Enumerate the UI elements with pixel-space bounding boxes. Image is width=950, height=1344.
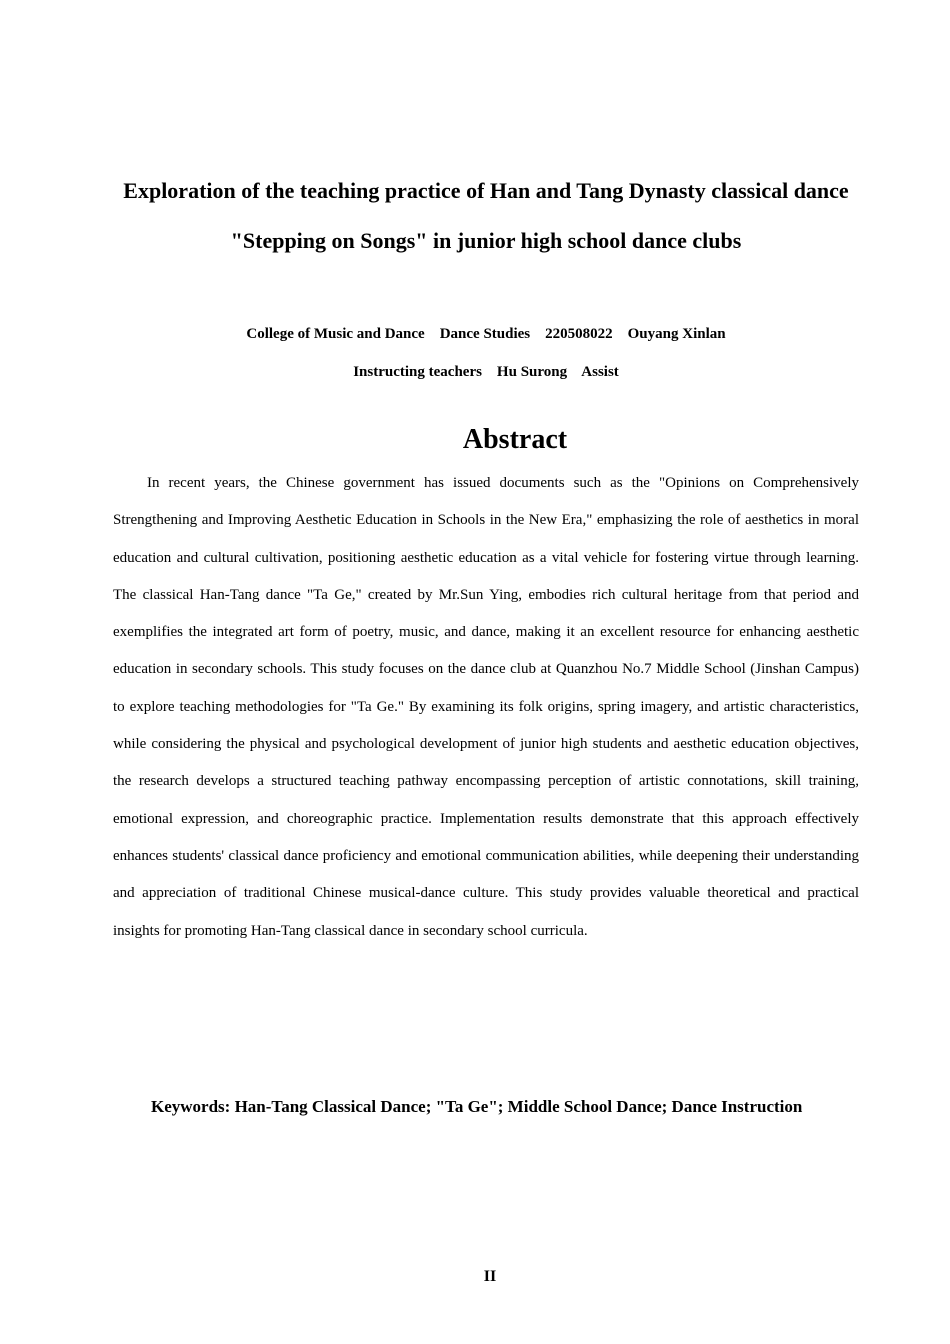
instructor-line: Instructing teachers Hu Surong Assist [353,364,619,380]
document-title: Exploration of the teaching practice of Han and Tang Dynasty classical dance "Stepping on Songs" in junior high school dance clubs [123,178,849,253]
author-line: College of Music and Dance Dance Studies 220508022 Ouyang Xinlan [246,326,726,342]
page-number: II [483,1268,497,1285]
abstract-heading: Abstract [462,424,568,455]
keywords-paragraph: Keywords: Han-Tang Classical Dance; "Ta Ge"; Middle School Dance; Dance Instruction [151,1097,803,1116]
abstract-paragraph: In recent years, the Chinese government has issued documents such as the "Opinions on Comprehensively Strengthening and Improving Aesthetic Education in Schools in the New Era," emphasizing the role of aesthetics in moral education and cultural cultivation, positioning aesthetic education as a vital vehicle for fostering virtue through learning. The classical Han-Tang dance "Ta Ge," created by Mr.Sun Ying, embodies rich cultural heritage from that period and exemplifies the integrated art form of poetry, music, and dance, making it an excellent resource for enhancing aesthetic education in secondary schools. This study focuses on the dance club at Quanzhou No.7 Middle School (Jinshan Campus) to explore teaching methodologies for "Ta Ge." By examining its folk origins, spring imagery, and artistic characteristics, while considering the physical and psychological development of junior high students and aesthetic education objectives, the research develops a structured teaching pathway encompassing perception of artistic connotations, skill training, emotional expression, and choreographic practice. Implementation results demonstrate that this approach effectively enhances students' classical dance proficiency and emotional communication abilities, while deepening their understanding and appreciation of traditional Chinese musical-dance culture. This study provides valuable theoretical and practical insights for promoting Han-Tang classical dance in secondary school curricula. [113,475,859,939]
